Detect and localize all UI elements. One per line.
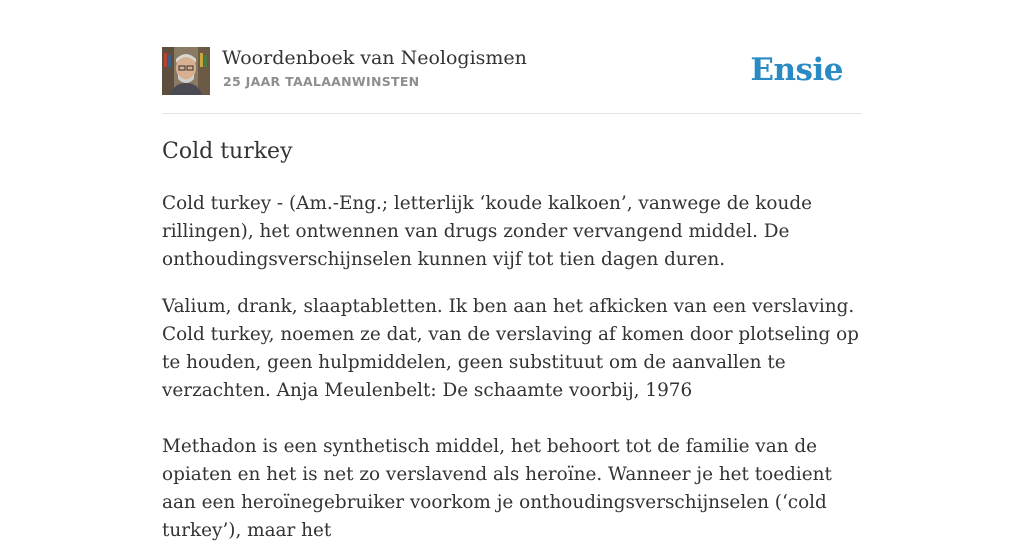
author-portrait-icon [162, 47, 210, 95]
avatar[interactable] [162, 47, 210, 95]
header-divider [162, 113, 862, 114]
entry-definition: Cold turkey - (Am.-Eng.; letterlijk ‘koude kalkoen’, vanwege de koude rillingen), het ontwennen van drugs zonder vervangend middel. De onthoudingsverschijnselen kunnen vijf tot tien dagen duren. [162, 193, 812, 270]
entry-title: Cold turkey [162, 139, 293, 164]
site-subtitle: 25 JAAR TAALAANWINSTEN [223, 74, 420, 89]
citation-quote: Methadon is een synthetisch middel, het behoort tot de familie van de opiaten en het is net zo verslavend als heroïne. Wanneer je het toedient aan een heroïnegebruiker voorkom je onthoudingsverschijnselen (‘cold turkey’), maar het [162, 436, 832, 541]
citation-quote: Valium, drank, slaaptabletten. Ik ben aan het afkicken van een verslaving. Cold turkey, noemen ze dat, van de verslaving af komen door plotseling op te houden, geen hulpmiddelen, geen substituut om de aanvallen te verzachten. Anja Meulenbelt: De schaamte voorbij, 1976 [162, 296, 859, 401]
site-title[interactable]: Woordenboek van Neologismen [222, 47, 527, 69]
site-header [162, 46, 862, 96]
ensie-logo-link[interactable]: Ensie [750, 52, 843, 88]
